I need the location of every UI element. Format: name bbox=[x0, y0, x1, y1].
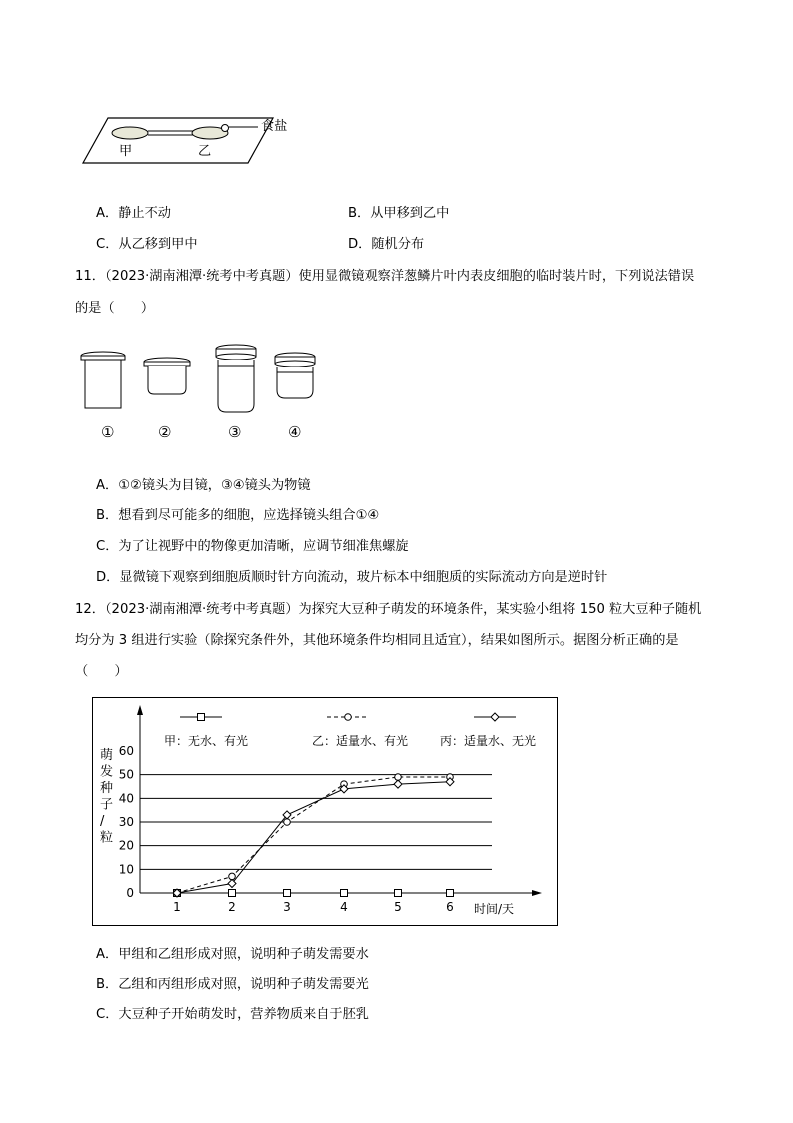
y-tick-label: 60 bbox=[118, 744, 134, 758]
q12-option-c[interactable]: C．大豆种子开始萌发时，营养物质来自于胚乳 bbox=[96, 1007, 369, 1022]
glass-slide bbox=[83, 118, 273, 163]
lens-label-1: ① bbox=[101, 423, 115, 441]
q11-option-d[interactable]: D．显微镜下观察到细胞质顺时针方向流动，玻片标本中细胞质的实际流动方向是逆时针 bbox=[96, 570, 608, 585]
data-point-circle bbox=[395, 774, 402, 781]
q10-slide-figure bbox=[78, 108, 308, 168]
data-point-square bbox=[447, 890, 454, 897]
data-point-square bbox=[395, 890, 402, 897]
lens-label-3: ③ bbox=[228, 423, 242, 441]
lens-3-objective bbox=[216, 345, 256, 412]
q10-option-d[interactable]: D．随机分布 bbox=[348, 237, 425, 252]
y-axis-label-char: 萌 bbox=[100, 748, 114, 763]
lens-label-4: ④ bbox=[288, 423, 302, 441]
y-axis-label-char: 子 bbox=[100, 797, 114, 813]
x-tick-label: 2 bbox=[228, 900, 236, 914]
lens-4-objective bbox=[275, 353, 315, 398]
lens-2-eyepiece bbox=[144, 358, 190, 394]
y-tick-label: 0 bbox=[126, 886, 134, 900]
q12-option-b[interactable]: B．乙组和丙组形成对照，说明种子萌发需要光 bbox=[96, 977, 369, 992]
x-tick-label: 3 bbox=[283, 900, 291, 914]
legend-marker-circle bbox=[345, 714, 352, 721]
q12-option-a[interactable]: A．甲组和乙组形成对照，说明种子萌发需要水 bbox=[96, 947, 369, 962]
x-tick-label: 4 bbox=[340, 900, 348, 914]
label-yi: 乙 bbox=[198, 144, 212, 159]
y-tick-label: 40 bbox=[118, 791, 134, 806]
x-axis-label: 时间/天 bbox=[474, 902, 515, 916]
legend-label: 丙：适量水、无光 bbox=[440, 734, 537, 748]
lens-label-2: ② bbox=[158, 423, 172, 441]
y-axis-label-char: 粒 bbox=[100, 830, 114, 846]
data-point-square bbox=[284, 890, 291, 897]
y-tick-label: 30 bbox=[118, 815, 134, 829]
q11-stem-line1: 11．（2023·湖南湘潭·统考中考真题）使用显微镜观察洋葱鳞片叶内表皮细胞的临时装片时，下列说法错误 bbox=[75, 269, 695, 284]
x-tick-label: 5 bbox=[394, 900, 402, 914]
salt-grain bbox=[222, 125, 229, 132]
y-axis-label-char: 种 bbox=[100, 781, 114, 796]
q11-stem-line2: 的是（ ） bbox=[75, 301, 155, 316]
q10-option-b[interactable]: B．从甲移到乙中 bbox=[348, 206, 450, 221]
drop-jia bbox=[112, 127, 148, 139]
q12-stem-line1: 12．（2023·湖南湘潭·统考中考真题）为探究大豆种子萌发的环境条件，某实验小组将 150 粒大豆种子随机 bbox=[75, 602, 702, 617]
y-tick-label: 20 bbox=[118, 838, 134, 853]
data-point-square bbox=[341, 890, 348, 897]
lens-1-eyepiece bbox=[81, 352, 125, 408]
y-axis-label-char: / bbox=[100, 814, 105, 829]
label-salt: 食盐 bbox=[261, 119, 288, 134]
q10-option-c[interactable]: C．从乙移到甲中 bbox=[96, 237, 198, 252]
x-tick-label: 1 bbox=[173, 900, 181, 914]
legend-marker-square bbox=[198, 714, 205, 721]
legend-label: 甲：无水、有光 bbox=[164, 734, 249, 748]
q11-option-c[interactable]: C．为了让视野中的物像更加清晰，应调节细准焦螺旋 bbox=[96, 539, 409, 554]
data-point-square bbox=[229, 890, 236, 897]
q11-lens-figure bbox=[78, 340, 328, 420]
y-tick-label: 10 bbox=[118, 862, 134, 877]
germination-line-chart bbox=[92, 697, 558, 927]
q10-option-a[interactable]: A．静止不动 bbox=[96, 206, 171, 221]
label-jia: 甲 bbox=[119, 144, 133, 159]
chart-frame bbox=[93, 698, 558, 926]
q11-option-b[interactable]: B．想看到尽可能多的细胞，应选择镜头组合①④ bbox=[96, 508, 380, 523]
q12-stem-line3: （ ） bbox=[75, 664, 128, 679]
y-tick-label: 50 bbox=[118, 767, 134, 782]
data-point-circle bbox=[284, 819, 291, 826]
x-tick-label: 6 bbox=[446, 900, 454, 914]
y-axis-label-char: 发 bbox=[100, 764, 114, 780]
data-point-circle bbox=[229, 873, 236, 880]
q11-option-a[interactable]: A．①②镜头为目镜，③④镜头为物镜 bbox=[96, 478, 311, 493]
q12-stem-line2: 均分为 3 组进行实验（除探究条件外，其他环境条件均相同且适宜），结果如图所示。据图分析正确的是 bbox=[75, 633, 679, 648]
legend-label: 乙：适量水、有光 bbox=[312, 734, 409, 748]
